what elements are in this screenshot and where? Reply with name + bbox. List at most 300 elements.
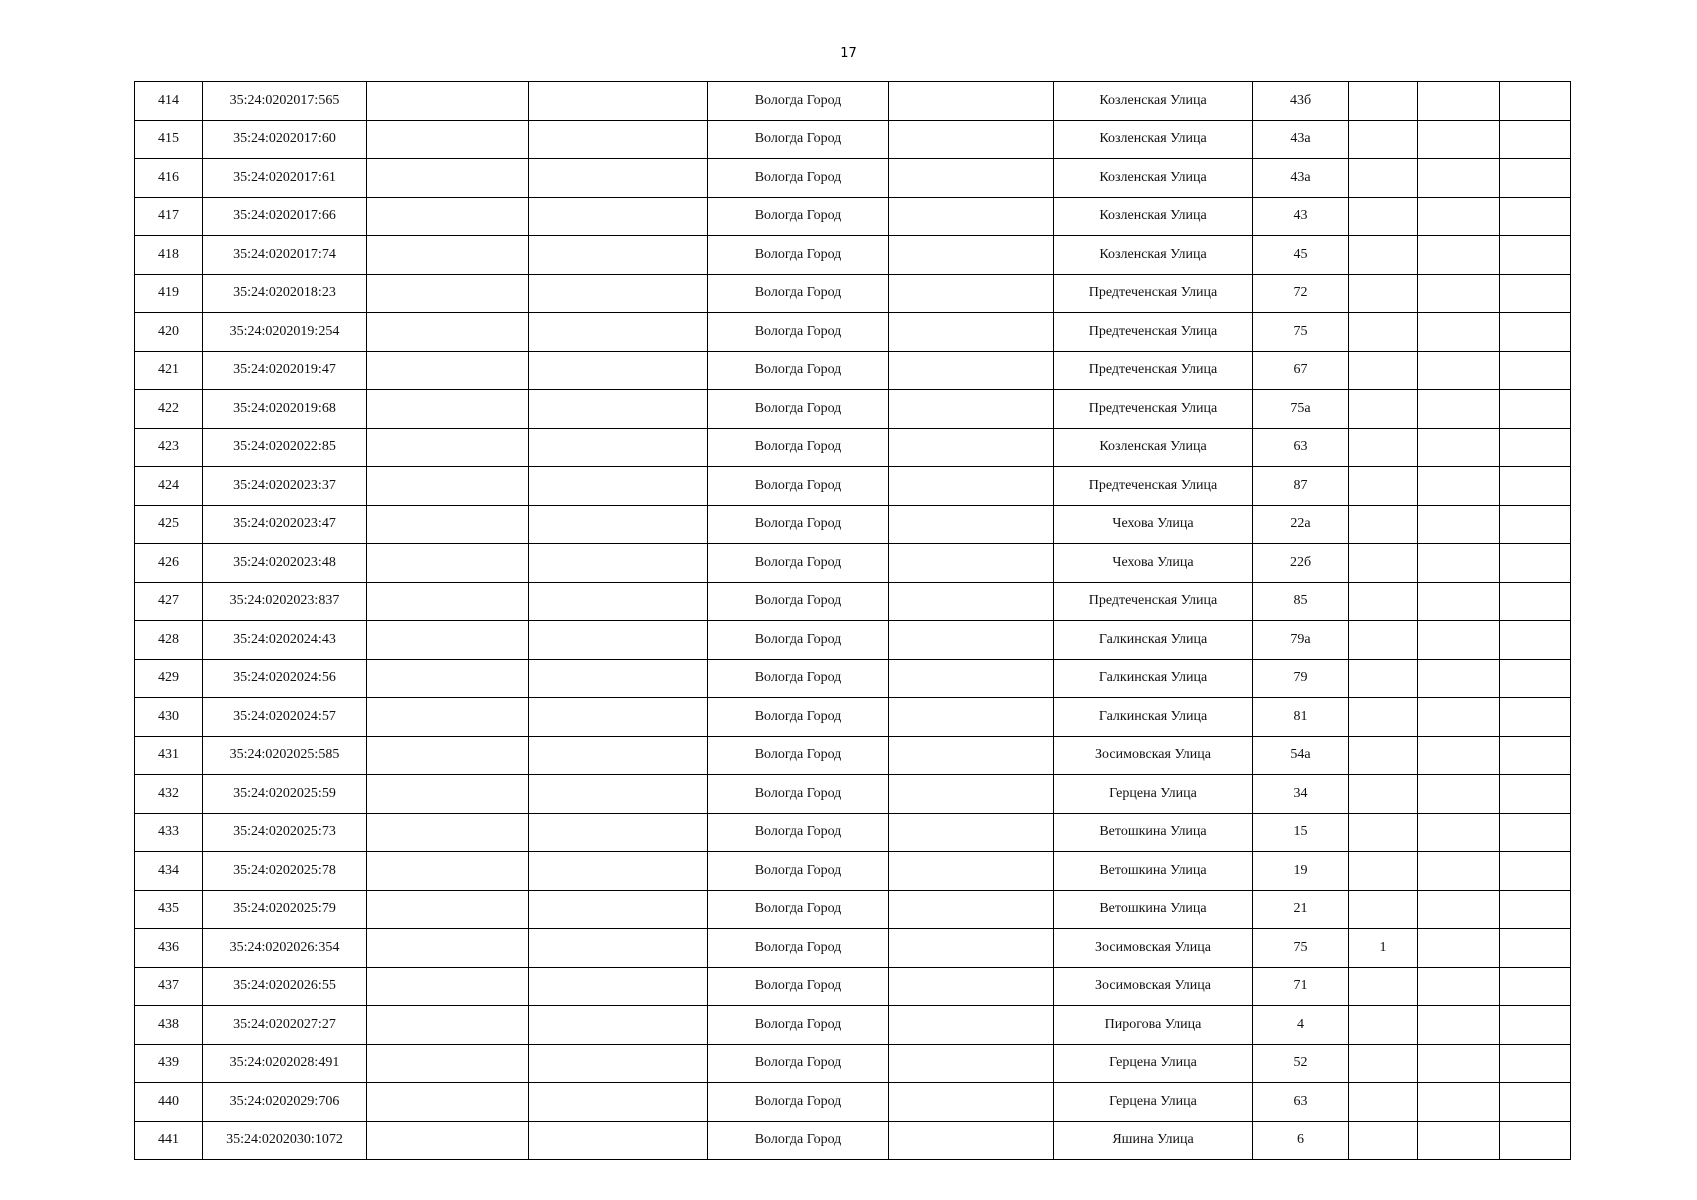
table-body [135, 82, 1571, 1160]
row-number-cell: 420 [135, 313, 203, 352]
extra-cell [1418, 967, 1500, 1006]
empty-cell [529, 82, 708, 121]
empty-cell [367, 736, 529, 775]
table-row [135, 967, 1571, 1006]
city-cell: Вологда Город [708, 1044, 889, 1083]
extra-cell [1418, 1006, 1500, 1045]
cadastral-number-cell: 35:24:0202019:47 [203, 351, 367, 390]
extra-cell [1500, 159, 1571, 198]
empty-cell [529, 197, 708, 236]
empty-cell [889, 1044, 1054, 1083]
page-number: 17 [840, 46, 857, 61]
row-number-cell: 439 [135, 1044, 203, 1083]
table-row [135, 351, 1571, 390]
cadastral-number-cell: 35:24:0202027:27 [203, 1006, 367, 1045]
extra-cell [1500, 967, 1571, 1006]
empty-cell [529, 428, 708, 467]
city-cell: Вологда Город [708, 775, 889, 814]
empty-cell [889, 120, 1054, 159]
empty-cell [367, 1006, 529, 1045]
empty-cell [529, 698, 708, 737]
extra-cell [1500, 1044, 1571, 1083]
empty-cell [367, 890, 529, 929]
empty-cell [889, 351, 1054, 390]
empty-cell [529, 1083, 708, 1122]
street-cell: Козленская Улица [1054, 120, 1253, 159]
extra-cell [1418, 428, 1500, 467]
row-number-cell: 424 [135, 467, 203, 506]
street-cell: Предтеченская Улица [1054, 582, 1253, 621]
empty-cell [367, 274, 529, 313]
table-row [135, 698, 1571, 737]
street-cell: Козленская Улица [1054, 236, 1253, 275]
extra-cell [1418, 351, 1500, 390]
row-number-cell: 440 [135, 1083, 203, 1122]
empty-cell [367, 120, 529, 159]
extra-cell [1500, 621, 1571, 660]
table-row [135, 621, 1571, 660]
city-cell: Вологда Город [708, 1083, 889, 1122]
empty-cell [529, 274, 708, 313]
extra-cell [1500, 236, 1571, 275]
street-cell: Зосимовская Улица [1054, 967, 1253, 1006]
city-cell: Вологда Город [708, 852, 889, 891]
extra-cell [1349, 621, 1418, 660]
city-cell: Вологда Город [708, 582, 889, 621]
extra-cell [1418, 582, 1500, 621]
street-cell: Галкинская Улица [1054, 659, 1253, 698]
city-cell: Вологда Город [708, 313, 889, 352]
city-cell: Вологда Город [708, 274, 889, 313]
table-row [135, 929, 1571, 968]
empty-cell [889, 236, 1054, 275]
empty-cell [367, 159, 529, 198]
table-row [135, 1121, 1571, 1160]
row-number-cell: 436 [135, 929, 203, 968]
empty-cell [367, 82, 529, 121]
table-row [135, 428, 1571, 467]
cadastral-number-cell: 35:24:0202026:55 [203, 967, 367, 1006]
empty-cell [889, 274, 1054, 313]
extra-cell [1500, 659, 1571, 698]
house-number-cell: 52 [1253, 1044, 1349, 1083]
house-number-cell: 75а [1253, 390, 1349, 429]
extra-cell [1349, 390, 1418, 429]
extra-cell [1418, 159, 1500, 198]
extra-cell [1418, 659, 1500, 698]
cadastral-number-cell: 35:24:0202025:79 [203, 890, 367, 929]
street-cell: Галкинская Улица [1054, 698, 1253, 737]
city-cell: Вологда Город [708, 929, 889, 968]
house-number-cell: 22б [1253, 544, 1349, 583]
extra-cell [1500, 1006, 1571, 1045]
street-cell: Герцена Улица [1054, 1083, 1253, 1122]
empty-cell [367, 236, 529, 275]
row-number-cell: 427 [135, 582, 203, 621]
street-cell: Зосимовская Улица [1054, 736, 1253, 775]
empty-cell [889, 852, 1054, 891]
cadastral-number-cell: 35:24:0202017:61 [203, 159, 367, 198]
extra-cell [1349, 659, 1418, 698]
empty-cell [529, 159, 708, 198]
empty-cell [889, 544, 1054, 583]
empty-cell [889, 813, 1054, 852]
row-number-cell: 426 [135, 544, 203, 583]
city-cell: Вологда Город [708, 698, 889, 737]
street-cell: Предтеченская Улица [1054, 467, 1253, 506]
extra-cell [1349, 967, 1418, 1006]
house-number-cell: 34 [1253, 775, 1349, 814]
house-number-cell: 6 [1253, 1121, 1349, 1160]
extra-cell [1500, 582, 1571, 621]
table-row [135, 1083, 1571, 1122]
empty-cell [367, 390, 529, 429]
house-number-cell: 81 [1253, 698, 1349, 737]
empty-cell [889, 428, 1054, 467]
empty-cell [889, 1083, 1054, 1122]
street-cell: Козленская Улица [1054, 159, 1253, 198]
empty-cell [529, 120, 708, 159]
extra-cell [1418, 698, 1500, 737]
extra-cell [1349, 120, 1418, 159]
empty-cell [889, 929, 1054, 968]
street-cell: Галкинская Улица [1054, 621, 1253, 660]
empty-cell [889, 1006, 1054, 1045]
empty-cell [367, 929, 529, 968]
cadastral-number-cell: 35:24:0202029:706 [203, 1083, 367, 1122]
extra-cell [1418, 120, 1500, 159]
table-row [135, 274, 1571, 313]
empty-cell [367, 621, 529, 660]
extra-cell [1500, 428, 1571, 467]
extra-cell [1418, 1044, 1500, 1083]
house-number-cell: 22а [1253, 505, 1349, 544]
extra-cell [1418, 929, 1500, 968]
street-cell: Герцена Улица [1054, 1044, 1253, 1083]
table-row [135, 390, 1571, 429]
empty-cell [367, 197, 529, 236]
row-number-cell: 432 [135, 775, 203, 814]
house-number-cell: 15 [1253, 813, 1349, 852]
cadastral-number-cell: 35:24:0202018:23 [203, 274, 367, 313]
extra-cell [1349, 736, 1418, 775]
empty-cell [367, 467, 529, 506]
cadastral-number-cell: 35:24:0202017:74 [203, 236, 367, 275]
empty-cell [529, 621, 708, 660]
house-number-cell: 67 [1253, 351, 1349, 390]
cadastral-number-cell: 35:24:0202022:85 [203, 428, 367, 467]
house-number-cell: 79 [1253, 659, 1349, 698]
house-number-cell: 54а [1253, 736, 1349, 775]
empty-cell [529, 582, 708, 621]
empty-cell [367, 852, 529, 891]
house-number-cell: 45 [1253, 236, 1349, 275]
empty-cell [889, 390, 1054, 429]
extra-cell [1500, 1083, 1571, 1122]
extra-cell [1418, 82, 1500, 121]
extra-cell [1349, 274, 1418, 313]
empty-cell [529, 813, 708, 852]
cadastral-number-cell: 35:24:0202026:354 [203, 929, 367, 968]
extra-cell [1349, 775, 1418, 814]
table-row [135, 1006, 1571, 1045]
extra-cell [1349, 1121, 1418, 1160]
row-number-cell: 421 [135, 351, 203, 390]
extra-cell [1349, 467, 1418, 506]
city-cell: Вологда Город [708, 1121, 889, 1160]
empty-cell [367, 1121, 529, 1160]
table-row [135, 82, 1571, 121]
extra-cell [1349, 698, 1418, 737]
row-number-cell: 434 [135, 852, 203, 891]
city-cell: Вологда Город [708, 82, 889, 121]
empty-cell [367, 428, 529, 467]
street-cell: Пирогова Улица [1054, 1006, 1253, 1045]
extra-cell [1418, 736, 1500, 775]
street-cell: Зосимовская Улица [1054, 929, 1253, 968]
extra-cell [1500, 274, 1571, 313]
house-number-cell: 75 [1253, 313, 1349, 352]
extra-cell [1418, 1083, 1500, 1122]
house-number-cell: 4 [1253, 1006, 1349, 1045]
table-row [135, 313, 1571, 352]
extra-cell [1349, 236, 1418, 275]
empty-cell [529, 890, 708, 929]
empty-cell [889, 967, 1054, 1006]
table-row [135, 505, 1571, 544]
row-number-cell: 417 [135, 197, 203, 236]
empty-cell [529, 852, 708, 891]
cadastral-number-cell: 35:24:0202024:57 [203, 698, 367, 737]
extra-cell [1349, 1044, 1418, 1083]
street-cell: Предтеченская Улица [1054, 351, 1253, 390]
extra-cell [1500, 467, 1571, 506]
table-row [135, 159, 1571, 198]
table-row [135, 120, 1571, 159]
row-number-cell: 422 [135, 390, 203, 429]
street-cell: Ветошкина Улица [1054, 890, 1253, 929]
row-number-cell: 441 [135, 1121, 203, 1160]
table-row [135, 1044, 1571, 1083]
row-number-cell: 428 [135, 621, 203, 660]
empty-cell [367, 544, 529, 583]
cadastral-number-cell: 35:24:0202025:73 [203, 813, 367, 852]
cadastral-number-cell: 35:24:0202025:585 [203, 736, 367, 775]
house-number-cell: 71 [1253, 967, 1349, 1006]
house-number-cell: 85 [1253, 582, 1349, 621]
empty-cell [367, 813, 529, 852]
empty-cell [889, 467, 1054, 506]
extra-cell [1418, 1121, 1500, 1160]
cadastral-number-cell: 35:24:0202030:1072 [203, 1121, 367, 1160]
extra-cell [1418, 467, 1500, 506]
cadastral-number-cell: 35:24:0202024:56 [203, 659, 367, 698]
extra-cell [1349, 582, 1418, 621]
empty-cell [529, 775, 708, 814]
extra-cell [1349, 813, 1418, 852]
extra-cell [1500, 505, 1571, 544]
street-cell: Герцена Улица [1054, 775, 1253, 814]
extra-cell [1418, 505, 1500, 544]
extra-cell [1418, 890, 1500, 929]
empty-cell [367, 505, 529, 544]
table-row [135, 467, 1571, 506]
empty-cell [529, 236, 708, 275]
extra-cell [1500, 313, 1571, 352]
row-number-cell: 415 [135, 120, 203, 159]
cadastral-number-cell: 35:24:0202023:37 [203, 467, 367, 506]
empty-cell [529, 313, 708, 352]
extra-cell [1349, 505, 1418, 544]
house-number-cell: 79а [1253, 621, 1349, 660]
extra-cell [1500, 197, 1571, 236]
cadastral-number-cell: 35:24:0202023:47 [203, 505, 367, 544]
extra-cell [1418, 236, 1500, 275]
house-number-cell: 87 [1253, 467, 1349, 506]
extra-cell [1500, 351, 1571, 390]
row-number-cell: 416 [135, 159, 203, 198]
extra-cell [1418, 621, 1500, 660]
cadastral-number-cell: 35:24:0202019:254 [203, 313, 367, 352]
city-cell: Вологда Город [708, 736, 889, 775]
cadastral-number-cell: 35:24:0202017:66 [203, 197, 367, 236]
empty-cell [367, 313, 529, 352]
extra-cell [1418, 852, 1500, 891]
city-cell: Вологда Город [708, 967, 889, 1006]
extra-cell [1349, 351, 1418, 390]
empty-cell [367, 775, 529, 814]
empty-cell [367, 967, 529, 1006]
empty-cell [889, 1121, 1054, 1160]
city-cell: Вологда Город [708, 544, 889, 583]
table-row [135, 736, 1571, 775]
empty-cell [529, 467, 708, 506]
row-number-cell: 414 [135, 82, 203, 121]
house-number-cell: 43а [1253, 120, 1349, 159]
empty-cell [529, 929, 708, 968]
row-number-cell: 430 [135, 698, 203, 737]
empty-cell [367, 351, 529, 390]
cadastral-number-cell: 35:24:0202017:565 [203, 82, 367, 121]
extra-cell [1349, 313, 1418, 352]
extra-cell [1500, 698, 1571, 737]
house-number-cell: 21 [1253, 890, 1349, 929]
extra-cell [1349, 1006, 1418, 1045]
house-number-cell: 43 [1253, 197, 1349, 236]
extra-cell [1500, 775, 1571, 814]
house-number-cell: 63 [1253, 1083, 1349, 1122]
house-number-cell: 43а [1253, 159, 1349, 198]
city-cell: Вологда Город [708, 890, 889, 929]
extra-cell [1418, 544, 1500, 583]
extra-cell [1500, 929, 1571, 968]
empty-cell [889, 82, 1054, 121]
cadastral-number-cell: 35:24:0202025:59 [203, 775, 367, 814]
empty-cell [889, 582, 1054, 621]
empty-cell [529, 1006, 708, 1045]
city-cell: Вологда Город [708, 467, 889, 506]
extra-cell [1500, 813, 1571, 852]
empty-cell [889, 775, 1054, 814]
city-cell: Вологда Город [708, 659, 889, 698]
empty-cell [529, 544, 708, 583]
extra-cell [1349, 197, 1418, 236]
street-cell: Яшина Улица [1054, 1121, 1253, 1160]
extra-cell [1349, 159, 1418, 198]
empty-cell [529, 390, 708, 429]
empty-cell [889, 197, 1054, 236]
row-number-cell: 418 [135, 236, 203, 275]
extra-cell [1500, 890, 1571, 929]
house-number-cell: 43б [1253, 82, 1349, 121]
cadastral-number-cell: 35:24:0202023:48 [203, 544, 367, 583]
extra-cell [1418, 775, 1500, 814]
table-row [135, 582, 1571, 621]
extra-cell [1349, 1083, 1418, 1122]
cadastral-number-cell: 35:24:0202019:68 [203, 390, 367, 429]
city-cell: Вологда Город [708, 505, 889, 544]
cadastral-number-cell: 35:24:0202023:837 [203, 582, 367, 621]
row-number-cell: 429 [135, 659, 203, 698]
extra-cell [1500, 82, 1571, 121]
extra-cell [1500, 1121, 1571, 1160]
house-number-cell: 72 [1253, 274, 1349, 313]
extra-cell: 1 [1349, 929, 1418, 968]
table-row [135, 197, 1571, 236]
table-row [135, 775, 1571, 814]
empty-cell [367, 698, 529, 737]
extra-cell [1349, 852, 1418, 891]
street-cell: Козленская Улица [1054, 82, 1253, 121]
empty-cell [889, 698, 1054, 737]
city-cell: Вологда Город [708, 120, 889, 159]
house-number-cell: 19 [1253, 852, 1349, 891]
cadastral-number-cell: 35:24:0202024:43 [203, 621, 367, 660]
table-row [135, 813, 1571, 852]
empty-cell [889, 621, 1054, 660]
empty-cell [889, 159, 1054, 198]
row-number-cell: 425 [135, 505, 203, 544]
extra-cell [1500, 736, 1571, 775]
city-cell: Вологда Город [708, 390, 889, 429]
extra-cell [1500, 544, 1571, 583]
extra-cell [1418, 274, 1500, 313]
empty-cell [529, 351, 708, 390]
extra-cell [1500, 852, 1571, 891]
empty-cell [529, 967, 708, 1006]
table-row [135, 544, 1571, 583]
row-number-cell: 435 [135, 890, 203, 929]
table-row [135, 236, 1571, 275]
table-row [135, 852, 1571, 891]
row-number-cell: 423 [135, 428, 203, 467]
house-number-cell: 63 [1253, 428, 1349, 467]
extra-cell [1418, 390, 1500, 429]
street-cell: Предтеченская Улица [1054, 313, 1253, 352]
empty-cell [529, 659, 708, 698]
empty-cell [529, 736, 708, 775]
street-cell: Ветошкина Улица [1054, 813, 1253, 852]
extra-cell [1418, 313, 1500, 352]
row-number-cell: 437 [135, 967, 203, 1006]
street-cell: Предтеченская Улица [1054, 274, 1253, 313]
empty-cell [889, 736, 1054, 775]
empty-cell [367, 659, 529, 698]
extra-cell [1349, 544, 1418, 583]
empty-cell [889, 659, 1054, 698]
row-number-cell: 431 [135, 736, 203, 775]
city-cell: Вологда Город [708, 197, 889, 236]
